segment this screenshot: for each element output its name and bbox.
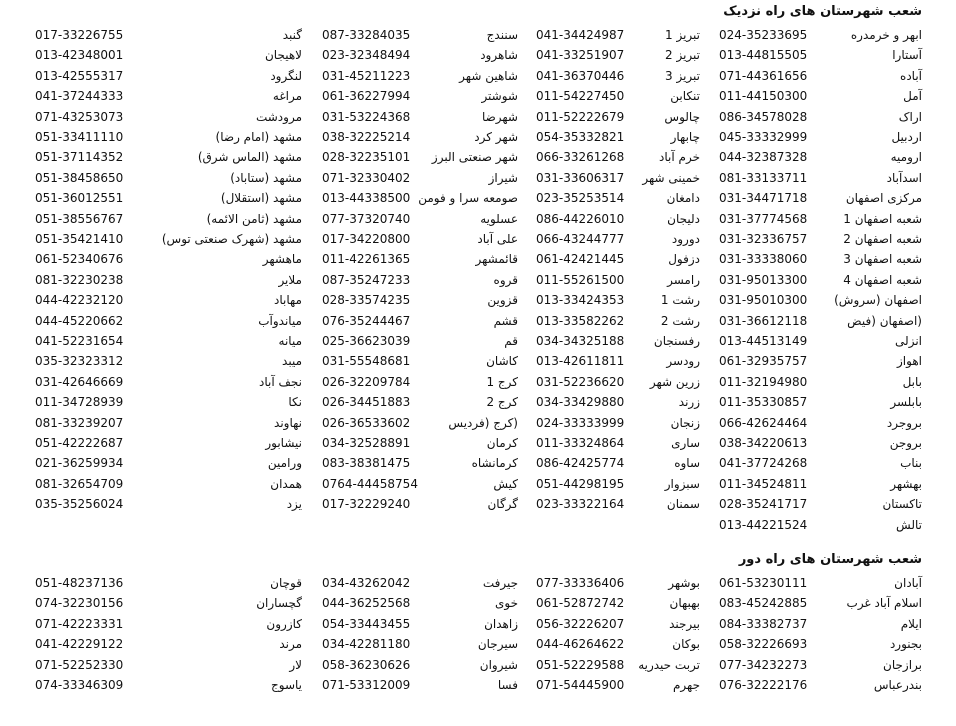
branch-name: مرکزی اصفهان	[845, 191, 922, 206]
branch-name: بجنورد	[889, 637, 922, 652]
branch-phone: 061-42421445	[536, 252, 625, 267]
branch-name: ساری	[671, 436, 700, 450]
branch-phone: 0764-44458754	[322, 476, 418, 491]
branch-name: میانه	[278, 334, 302, 348]
branch-name: اسلام آباد غرب	[846, 596, 922, 611]
branch-name: قروه	[493, 272, 518, 287]
branch-name: اهواز	[897, 354, 922, 369]
branch-name: مرند	[279, 637, 302, 652]
branch-phone: 013-44221524	[719, 517, 808, 532]
branch-name: رفسنجان	[653, 334, 700, 348]
branch-phone: 061-52340676	[35, 252, 124, 267]
branch-phone: 031-34471718	[719, 191, 808, 206]
branch-name: گچساران	[256, 596, 302, 611]
branch-phone: 077-34232273	[719, 657, 808, 672]
branch-name: سبزوار	[664, 476, 700, 491]
branch-phone: 061-32935757	[719, 354, 808, 369]
branch-phone: 086-34578028	[719, 109, 808, 124]
branch-name: میبد	[282, 354, 302, 369]
branch-name: کرمان	[486, 436, 518, 450]
branch-name: شوشتر	[481, 89, 518, 104]
branch-name: قائمشهر	[475, 252, 518, 267]
branch-name: بهشهر	[890, 476, 922, 491]
branch-phone: 011-52222679	[536, 109, 625, 124]
branch-phone: 017-34220800	[322, 232, 411, 246]
branch-phone: 031-52236620	[536, 374, 625, 389]
branch-phone: 066-33261268	[536, 150, 625, 165]
branch-name: قم	[504, 334, 518, 348]
branch-phone: 086-42425774	[536, 456, 625, 471]
branch-phone: 031-36612118	[719, 313, 808, 328]
branch-name: مشهد (ستاباد)	[230, 170, 302, 185]
branch-phone: 024-33333999	[536, 415, 625, 430]
branch-name: بابل	[902, 374, 922, 389]
branch-phone: 051-35421410	[35, 232, 124, 246]
branch-phone: 083-38381475	[322, 456, 411, 471]
branch-name: شعبه اصفهان 3	[843, 252, 922, 267]
branch-phone: 074-33346309	[35, 678, 124, 692]
branch-phone: 044-45220662	[35, 313, 124, 328]
branch-name: آستارا	[892, 48, 922, 63]
branch-name: علی آباد	[477, 232, 518, 246]
branch-phone: 011-54227450	[536, 89, 625, 104]
branch-phone: 071-44361656	[719, 68, 808, 83]
branch-name: بوکان	[672, 637, 700, 652]
branch-name: بیرجند	[669, 616, 700, 631]
branch-name: لار	[289, 657, 302, 672]
branch-phone: 051-37114352	[35, 150, 124, 165]
branch-name: جهرم	[673, 678, 700, 692]
branch-name: خمینی شهر	[642, 170, 700, 185]
branch-phone: 031-33338060	[719, 252, 808, 267]
branch-name: نکا	[288, 395, 302, 410]
branch-name: زرند	[678, 395, 700, 410]
branch-phone: 054-33443455	[322, 616, 411, 631]
branch-phone: 071-53312009	[322, 678, 411, 692]
branch-phone: 081-32230238	[35, 272, 124, 287]
branch-phone: 081-32654709	[35, 476, 124, 491]
branch-phone: 023-32348494	[322, 48, 411, 63]
branch-name: شیروان	[479, 657, 518, 672]
branch-phone: 011-34728939	[35, 395, 124, 410]
branch-phone: 051-38458650	[35, 170, 124, 185]
branch-name: قوچان	[270, 576, 302, 590]
branch-name: جیرفت	[482, 576, 518, 590]
branch-name: دامغان	[666, 191, 700, 206]
branch-name: (کرج (فردیس	[448, 415, 518, 430]
branch-phone: 013-42555317	[35, 68, 124, 83]
branch-name: ورامین	[267, 456, 302, 471]
branch-phone: 011-44150300	[719, 89, 808, 104]
branch-name: یزد	[286, 497, 302, 512]
branch-phone: 074-32230156	[35, 596, 124, 611]
branch-name: لنگرود	[270, 68, 302, 83]
branch-phone: 031-37774568	[719, 211, 808, 226]
branch-name: تنکابن	[670, 89, 700, 104]
branch-phone: 028-32235101	[322, 150, 411, 165]
branch-phone: 081-33239207	[35, 415, 124, 430]
branch-name: کرمانشاه	[471, 456, 518, 471]
branch-name: شهر کرد	[474, 130, 518, 144]
branch-phone: 051-42222687	[35, 436, 124, 450]
branch-phone: 066-43244777	[536, 232, 625, 246]
branch-name: زرین شهر	[649, 374, 700, 389]
branch-phone: 076-35244467	[322, 313, 411, 328]
branch-name: بندرعباس	[873, 678, 922, 692]
branch-name: مراغه	[272, 89, 302, 104]
branch-phone: 087-35247233	[322, 272, 411, 287]
branch-phone: 026-36533602	[322, 415, 411, 430]
branch-phone: 011-35330857	[719, 395, 808, 410]
branch-phone: 087-33284035	[322, 28, 411, 42]
branch-phone: 041-34424987	[536, 28, 625, 42]
branch-name: بابلسر	[890, 395, 922, 410]
branch-phone: 071-54445900	[536, 678, 625, 692]
branch-phone: 034-43262042	[322, 576, 411, 590]
branch-name: شهرضا	[481, 109, 518, 124]
branch-phone: 077-37320740	[322, 211, 411, 226]
branch-name: چابهار	[670, 130, 700, 144]
branch-phone: 013-42348001	[35, 48, 124, 63]
branch-phone: 071-42223331	[35, 616, 124, 631]
branch-name: رامسر	[667, 272, 700, 287]
branch-name: لاهیجان	[264, 48, 302, 63]
branch-name: رشت 1	[660, 293, 700, 308]
branch-name: دزفول	[668, 252, 700, 267]
branch-phone: 031-95010300	[719, 293, 808, 308]
branch-phone: 011-34524811	[719, 476, 808, 491]
branch-name: شیراز	[488, 170, 518, 185]
branch-name: تبریز 2	[665, 48, 700, 63]
branch-phone: 031-32336757	[719, 232, 808, 246]
branch-name: کازرون	[266, 616, 302, 631]
branch-phone: 023-35253514	[536, 191, 625, 206]
branch-name: همدان	[270, 476, 302, 491]
branch-phone: 034-32528891	[322, 436, 411, 450]
branch-name: تالش	[896, 517, 922, 532]
branch-name: دلیجان	[667, 211, 700, 226]
branch-phone: 034-42281180	[322, 637, 411, 652]
branch-name: سنندج	[486, 28, 518, 42]
branch-name: شعبه اصفهان 2	[843, 232, 922, 246]
branch-phone: 034-34325188	[536, 334, 625, 348]
branch-name: تبریز 1	[665, 28, 700, 42]
branch-phone: 031-45211223	[322, 68, 411, 83]
branch-name: دورود	[671, 232, 700, 246]
branch-phone: 031-53224368	[322, 109, 411, 124]
branch-phone: 051-38556767	[35, 211, 124, 226]
branch-phone: 051-52229588	[536, 657, 625, 672]
branch-name: بناب	[900, 456, 922, 471]
branch-phone: 011-42261365	[322, 252, 411, 267]
branch-name: رودسر	[666, 354, 700, 369]
branch-phone: 013-44513149	[719, 334, 808, 348]
branch-phone: 011-32194980	[719, 374, 808, 389]
branch-name: بروجن	[889, 436, 922, 450]
branch-phone: 013-33582262	[536, 313, 625, 328]
branch-name: سمنان	[666, 497, 700, 512]
branch-name: ارومیه	[890, 150, 922, 165]
branch-name: اسدآباد	[886, 170, 922, 185]
branch-phone: 071-32330402	[322, 170, 411, 185]
branch-phone: 021-36259934	[35, 456, 124, 471]
branch-phone: 017-33226755	[35, 28, 124, 42]
branch-phone: 084-33382737	[719, 616, 808, 631]
branch-name: ملایر	[278, 272, 302, 287]
branch-phone: 024-35233695	[719, 28, 808, 42]
branch-name: کرج 2	[486, 395, 518, 410]
branch-phone: 054-35332821	[536, 130, 625, 144]
branch-name: شعبه اصفهان 4	[843, 272, 922, 287]
branch-phone: 044-42232120	[35, 293, 124, 308]
branch-phone: 025-36623039	[322, 334, 411, 348]
branch-name: فسا	[497, 678, 518, 692]
branch-name: سیرجان	[477, 637, 518, 652]
branch-name: آمل	[903, 89, 922, 104]
branch-name: آبادان	[894, 576, 922, 590]
branch-phone: 038-32225214	[322, 130, 411, 144]
branch-phone: 061-52872742	[536, 596, 625, 611]
branch-name: مرودشت	[255, 109, 302, 124]
branch-phone: 011-33324864	[536, 436, 625, 450]
branch-name: بهبهان	[669, 596, 700, 611]
branch-name: نیشابور	[265, 436, 302, 450]
branch-name: قزوین	[487, 293, 518, 308]
branch-name: تاکستان	[882, 497, 922, 512]
branch-phone: 026-34451883	[322, 395, 411, 410]
branch-name: مشهد (امام رضا)	[215, 130, 302, 144]
branch-name: انزلی	[895, 334, 922, 348]
branch-phone: 044-46264622	[536, 637, 625, 652]
branch-phone: 071-52252330	[35, 657, 124, 672]
branch-phone: 035-32323312	[35, 354, 124, 369]
branch-name: آباده	[900, 68, 922, 83]
branch-phone: 013-33424353	[536, 293, 625, 308]
branch-name: ایلام	[900, 616, 922, 631]
branch-name: عسلویه	[480, 211, 518, 226]
section-title: شعب شهرستان های راه نزدیک	[723, 4, 922, 19]
branch-phone: 026-32209784	[322, 374, 411, 389]
branch-name: نجف آباد	[259, 374, 302, 389]
branch-name: کرج 1	[486, 374, 518, 389]
branch-name: مشهد (استقلال)	[220, 191, 302, 206]
branch-phone: 061-36227994	[322, 89, 411, 104]
branch-name: اردبیل	[891, 130, 922, 144]
branch-name: مشهد (ثامن الائمه)	[206, 211, 302, 226]
branch-phone: 017-32229240	[322, 497, 411, 512]
branch-name: ابهر و خرمدره	[850, 28, 922, 42]
branch-name: رشت 2	[660, 313, 700, 328]
branch-name: کاشان	[486, 354, 518, 369]
branch-phone: 061-53230111	[719, 576, 808, 590]
branch-phone: 013-44338500	[322, 191, 411, 206]
branch-phone: 034-33429880	[536, 395, 625, 410]
branch-name: شاهین شهر	[459, 68, 518, 83]
branch-name: میاندوآب	[258, 313, 302, 328]
branch-name: ماهشهر	[262, 252, 302, 267]
branch-name: مشهد (الماس شرق)	[197, 150, 302, 165]
branch-name: مهاباد	[274, 293, 302, 308]
branch-name: گرگان	[487, 497, 518, 512]
branch-phone: 013-44815505	[719, 48, 808, 63]
branch-phone: 028-35241717	[719, 497, 808, 512]
branch-phone: 031-55548681	[322, 354, 411, 369]
branch-phone: 023-33322164	[536, 497, 625, 512]
branch-name: خرم آباد	[659, 150, 700, 165]
branch-name: تبریز 3	[665, 68, 700, 83]
branch-phone: 083-45242885	[719, 596, 808, 611]
branch-name: زنجان	[670, 415, 700, 430]
branch-name: شعبه اصفهان 1	[843, 211, 922, 226]
branch-phone: 081-33133711	[719, 170, 808, 185]
branch-name: خوی	[494, 596, 518, 611]
branch-phone: 056-32226207	[536, 616, 625, 631]
branch-phone: 031-95013300	[719, 272, 808, 287]
branch-name: برازجان	[883, 657, 922, 672]
branch-phone: 086-44226010	[536, 211, 625, 226]
branch-name: گنبد	[282, 28, 302, 42]
branch-name: زاهدان	[484, 616, 518, 631]
branch-phone: 031-33606317	[536, 170, 625, 185]
branch-phone: 041-52231654	[35, 334, 124, 348]
branch-name: تربت حیدریه	[638, 657, 700, 672]
branch-name: اصفهان (سروش)	[834, 293, 922, 308]
branch-phone: 077-33336406	[536, 576, 625, 590]
branch-phone: 058-32226693	[719, 637, 808, 652]
branch-phone: 038-34220613	[719, 436, 808, 450]
branch-phone: 051-36012551	[35, 191, 124, 206]
branch-name: بروجرد	[886, 415, 922, 430]
branch-name: شاهرود	[480, 48, 518, 63]
branch-phone: 051-33411110	[35, 130, 124, 144]
branch-phone: 028-33574235	[322, 293, 411, 308]
branch-phone: 041-37244333	[35, 89, 124, 104]
section-title: شعب شهرستان های راه دور	[738, 552, 922, 567]
branch-phone: 051-44298195	[536, 476, 625, 491]
branch-name: یاسوج	[271, 678, 302, 692]
branch-name: ساوه	[674, 456, 700, 471]
branch-phone: 041-37724268	[719, 456, 808, 471]
branch-phone: 035-35256024	[35, 497, 124, 512]
branch-phone: 031-42646669	[35, 374, 124, 389]
branch-phone: 058-36230626	[322, 657, 411, 672]
branch-phone: 071-43253073	[35, 109, 124, 124]
branch-name: کیش	[493, 476, 518, 491]
branch-phone: 076-32222176	[719, 678, 808, 692]
branch-name: مشهد (شهرک صنعتی توس)	[161, 232, 302, 246]
branch-phone: 011-55261500	[536, 272, 625, 287]
branch-phone: 044-32387328	[719, 150, 808, 165]
branch-phone: 051-48237136	[35, 576, 124, 590]
branch-name: (اصفهان (فیض	[847, 313, 922, 328]
branch-name: نهاوند	[274, 415, 302, 430]
branch-name: چالوس	[664, 109, 700, 124]
branch-name: بوشهر	[668, 576, 700, 590]
branch-name: قشم	[493, 313, 518, 328]
branch-phone: 044-36252568	[322, 596, 411, 611]
branch-name: صومعه سرا و فومن	[418, 191, 518, 206]
branch-phone: 041-42229122	[35, 637, 124, 652]
branch-name: اراک	[898, 109, 922, 124]
branch-phone: 041-36370446	[536, 68, 625, 83]
branch-name: شهر صنعتی البرز	[431, 150, 518, 165]
branch-phone: 013-42611811	[536, 354, 625, 369]
branch-phone: 066-42624464	[719, 415, 808, 430]
branch-phone: 045-33332999	[719, 130, 808, 144]
branch-phone: 041-33251907	[536, 48, 625, 63]
